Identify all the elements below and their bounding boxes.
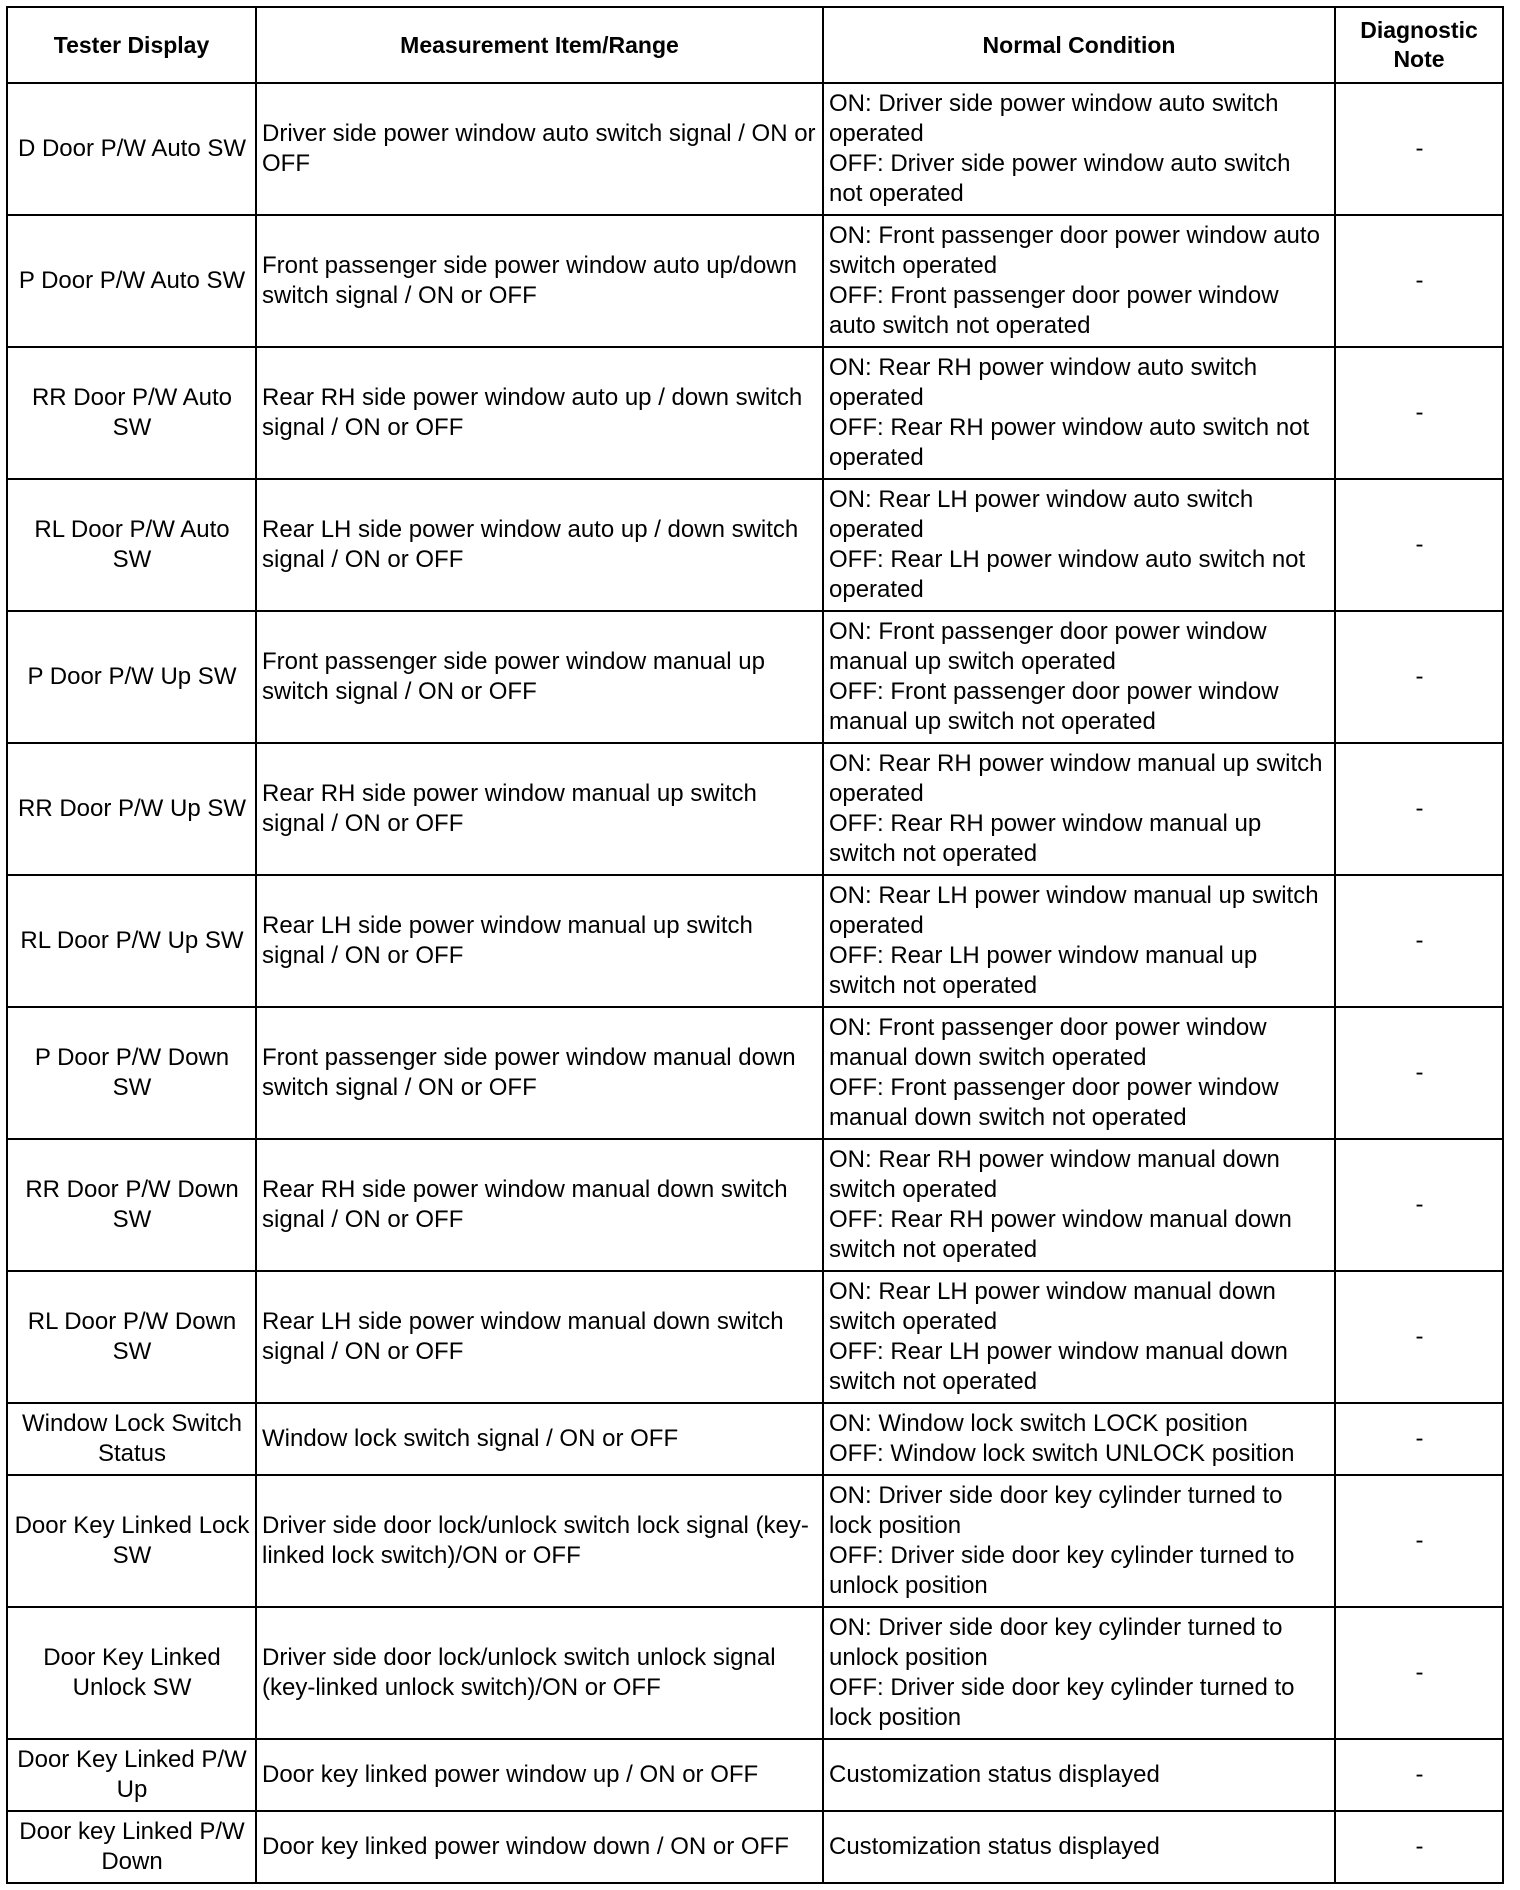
condition-on: ON: Rear LH power window manual down switch operated	[829, 1278, 1276, 1335]
condition-off: OFF: Driver side door key cylinder turned to lock position	[829, 1674, 1295, 1731]
normal-condition-cell	[823, 479, 1335, 611]
condition-on: ON: Front passenger door power window manual down switch operated	[829, 1014, 1267, 1071]
measurement-item-cell: Door key linked power window up / ON or OFF	[256, 1739, 823, 1811]
table-row	[7, 215, 1503, 347]
measurement-item-cell: Driver side power window auto switch signal / ON or OFF	[256, 83, 823, 215]
diagnostic-table	[6, 6, 1504, 1884]
measurement-item-cell: Front passenger side power window manual down switch signal / ON or OFF	[256, 1007, 823, 1139]
diagnostic-note-cell: -	[1335, 743, 1503, 875]
normal-condition-cell: Customization status displayed	[823, 1739, 1335, 1811]
normal-condition-cell	[823, 743, 1335, 875]
diagnostic-note-cell: -	[1335, 1403, 1503, 1475]
measurement-item-cell: Rear LH side power window manual down switch signal / ON or OFF	[256, 1271, 823, 1403]
condition-on: ON: Driver side power window auto switch operated	[829, 90, 1279, 147]
tester-display-cell: RL Door P/W Down SW	[7, 1271, 256, 1403]
table-row	[7, 743, 1503, 875]
normal-condition-cell: Customization status displayed	[823, 1811, 1335, 1883]
condition-on: ON: Rear RH power window manual down switch operated	[829, 1146, 1280, 1203]
condition-off: OFF: Driver side power window auto switch not operated	[829, 150, 1291, 207]
measurement-item-cell: Rear RH side power window manual down switch signal / ON or OFF	[256, 1139, 823, 1271]
normal-condition-cell	[823, 215, 1335, 347]
condition-on: ON: Driver side door key cylinder turned to lock position	[829, 1482, 1283, 1539]
header-row	[7, 7, 1503, 83]
tester-display-cell: RR Door P/W Up SW	[7, 743, 256, 875]
table-row	[7, 1475, 1503, 1607]
diagnostic-note-cell: -	[1335, 479, 1503, 611]
table-row	[7, 1007, 1503, 1139]
tester-display-cell: P Door P/W Auto SW	[7, 215, 256, 347]
normal-condition-cell	[823, 1403, 1335, 1475]
condition-on: ON: Rear RH power window auto switch operated	[829, 354, 1258, 411]
condition-off: OFF: Rear LH power window auto switch not operated	[829, 546, 1306, 603]
condition-off: OFF: Front passenger door power window manual down switch not operated	[829, 1074, 1279, 1131]
condition-on: ON: Window lock switch LOCK position	[829, 1410, 1248, 1437]
diagnostic-note-cell: -	[1335, 1475, 1503, 1607]
table-row	[7, 479, 1503, 611]
table-row	[7, 1139, 1503, 1271]
tester-display-cell: RL Door P/W Auto SW	[7, 479, 256, 611]
table-row	[7, 1607, 1503, 1739]
diagnostic-note-cell: -	[1335, 1139, 1503, 1271]
tester-display-cell: Door Key Linked Unlock SW	[7, 1607, 256, 1739]
condition-off: OFF: Window lock switch UNLOCK position	[829, 1440, 1295, 1467]
diagnostic-note-cell: -	[1335, 1811, 1503, 1883]
normal-condition-cell	[823, 1139, 1335, 1271]
tester-display-cell: D Door P/W Auto SW	[7, 83, 256, 215]
measurement-item-cell: Front passenger side power window manual up switch signal / ON or OFF	[256, 611, 823, 743]
diagnostic-note-cell: -	[1335, 1739, 1503, 1811]
condition-on: ON: Driver side door key cylinder turned to unlock position	[829, 1614, 1283, 1671]
tester-display-cell: Door Key Linked Lock SW	[7, 1475, 256, 1607]
condition-off: OFF: Front passenger door power window manual up switch not operated	[829, 678, 1279, 735]
diagnostic-note-cell: -	[1335, 1007, 1503, 1139]
normal-condition-cell	[823, 347, 1335, 479]
condition-off: OFF: Rear RH power window manual down switch not operated	[829, 1206, 1292, 1263]
normal-condition-cell	[823, 83, 1335, 215]
tester-display-cell: RL Door P/W Up SW	[7, 875, 256, 1007]
table-row	[7, 1271, 1503, 1403]
condition-on: ON: Rear RH power window manual up switch operated	[829, 750, 1323, 807]
condition-on: ON: Rear LH power window manual up switch operated	[829, 882, 1319, 939]
diagnostic-note-cell: -	[1335, 83, 1503, 215]
normal-condition-cell	[823, 611, 1335, 743]
tester-display-cell: RR Door P/W Down SW	[7, 1139, 256, 1271]
condition-on: ON: Rear LH power window auto switch operated	[829, 486, 1254, 543]
condition-off: OFF: Rear RH power window manual up switch not operated	[829, 810, 1262, 867]
tester-display-cell: Window Lock Switch Status	[7, 1403, 256, 1475]
measurement-item-cell: Rear LH side power window auto up / down switch signal / ON or OFF	[256, 479, 823, 611]
measurement-item-cell: Window lock switch signal / ON or OFF	[256, 1403, 823, 1475]
diagnostic-note-cell: -	[1335, 1271, 1503, 1403]
table-row	[7, 875, 1503, 1007]
header-measurement-item: Measurement Item/Range	[256, 7, 823, 83]
condition-on: ON: Front passenger door power window auto switch operated	[829, 222, 1320, 279]
diagnostic-note-cell: -	[1335, 611, 1503, 743]
condition-off: OFF: Rear LH power window manual down switch not operated	[829, 1338, 1288, 1395]
diagnostic-note-cell: -	[1335, 875, 1503, 1007]
normal-condition-cell	[823, 1475, 1335, 1607]
measurement-item-cell: Rear LH side power window manual up switch signal / ON or OFF	[256, 875, 823, 1007]
condition-off: OFF: Front passenger door power window auto switch not operated	[829, 282, 1279, 339]
tester-display-cell: P Door P/W Up SW	[7, 611, 256, 743]
tester-display-cell: Door key Linked P/W Down	[7, 1811, 256, 1883]
table-row	[7, 611, 1503, 743]
measurement-item-cell: Rear RH side power window auto up / down switch signal / ON or OFF	[256, 347, 823, 479]
diagnostic-note-cell: -	[1335, 1607, 1503, 1739]
table-row	[7, 1739, 1503, 1811]
diagnostic-note-cell: -	[1335, 215, 1503, 347]
condition-off: OFF: Driver side door key cylinder turned to unlock position	[829, 1542, 1295, 1599]
tester-display-cell: RR Door P/W Auto SW	[7, 347, 256, 479]
table-row	[7, 83, 1503, 215]
table-row	[7, 1811, 1503, 1883]
normal-condition-cell	[823, 1607, 1335, 1739]
header-tester-display: Tester Display	[7, 7, 256, 83]
table-row	[7, 1403, 1503, 1475]
measurement-item-cell: Front passenger side power window auto up/down switch signal / ON or OFF	[256, 215, 823, 347]
diagnostic-table-container	[6, 6, 1504, 1884]
header-diagnostic-note: Diagnostic Note	[1335, 7, 1503, 83]
normal-condition-cell	[823, 1271, 1335, 1403]
measurement-item-cell: Door key linked power window down / ON or OFF	[256, 1811, 823, 1883]
measurement-item-cell: Driver side door lock/unlock switch lock signal (key-linked lock switch)/ON or OFF	[256, 1475, 823, 1607]
condition-off: OFF: Rear RH power window auto switch not operated	[829, 414, 1310, 471]
tester-display-cell: P Door P/W Down SW	[7, 1007, 256, 1139]
normal-condition-cell	[823, 1007, 1335, 1139]
measurement-item-cell: Driver side door lock/unlock switch unlock signal (key-linked unlock switch)/ON or OFF	[256, 1607, 823, 1739]
diagnostic-note-cell: -	[1335, 347, 1503, 479]
tester-display-cell: Door Key Linked P/W Up	[7, 1739, 256, 1811]
measurement-item-cell: Rear RH side power window manual up switch signal / ON or OFF	[256, 743, 823, 875]
table-row	[7, 347, 1503, 479]
condition-on: ON: Front passenger door power window manual up switch operated	[829, 618, 1267, 675]
normal-condition-cell	[823, 875, 1335, 1007]
condition-off: OFF: Rear LH power window manual up switch not operated	[829, 942, 1258, 999]
header-normal-condition: Normal Condition	[823, 7, 1335, 83]
